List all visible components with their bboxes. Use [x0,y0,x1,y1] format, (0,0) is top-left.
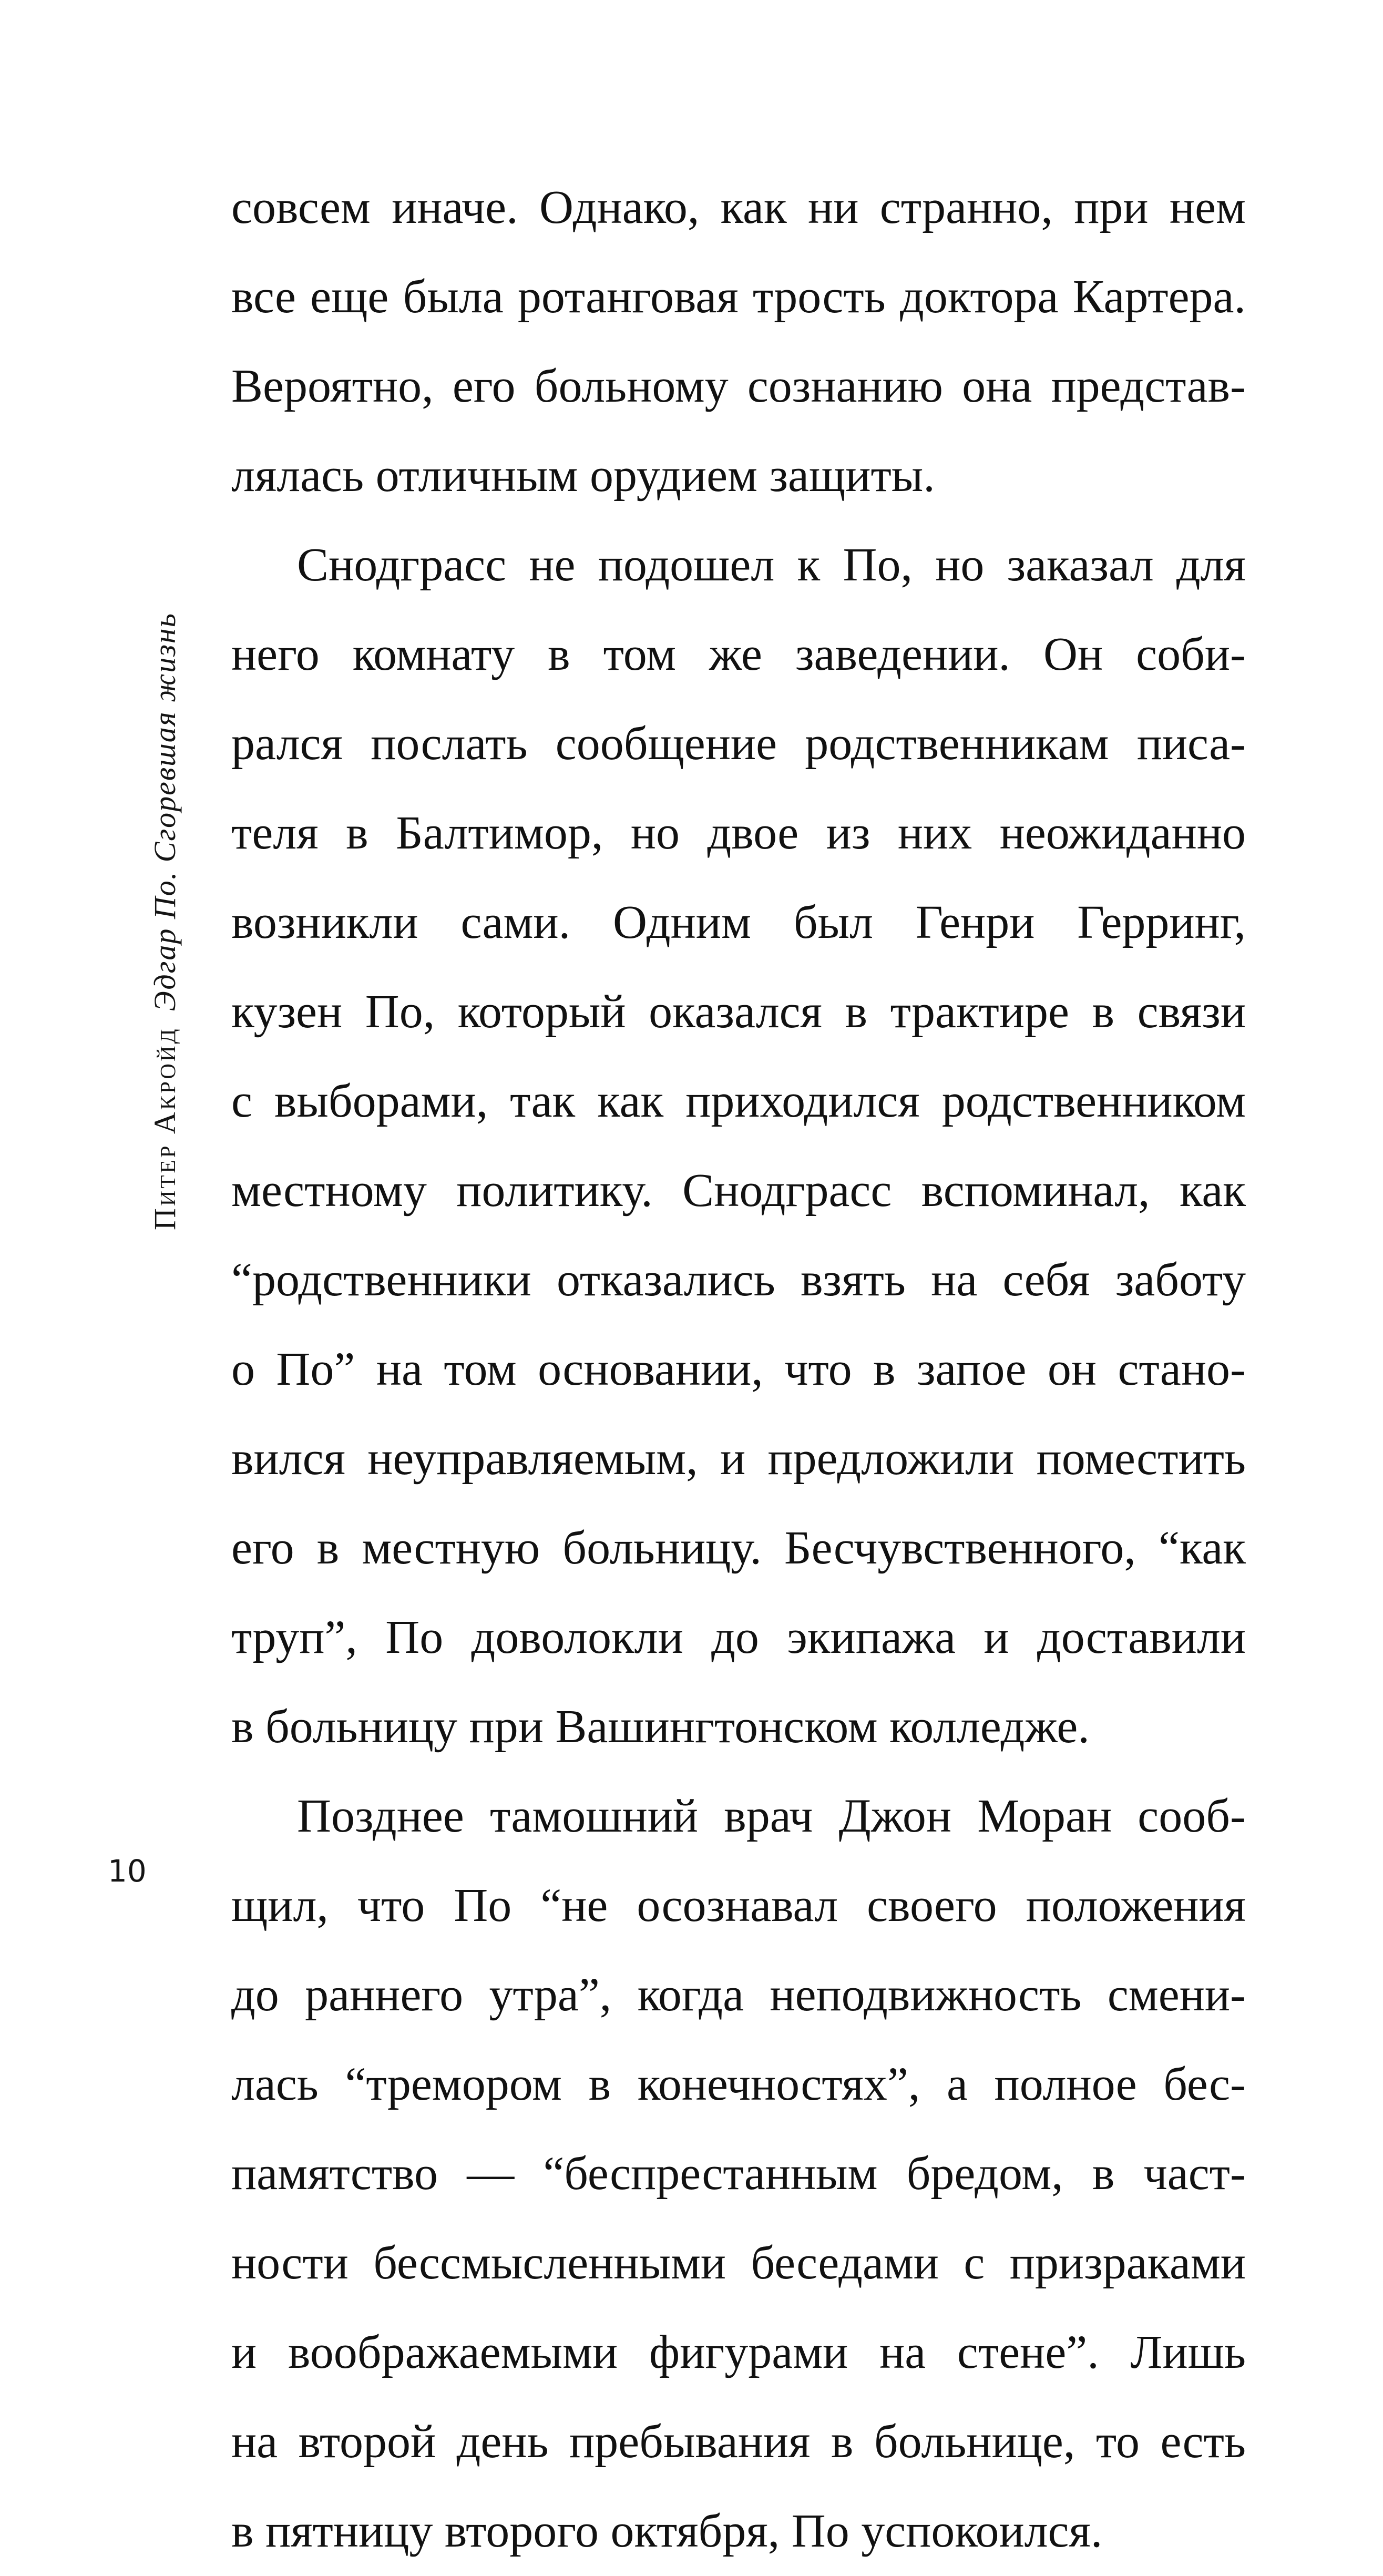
page-number: 10 [108,1853,147,1889]
body-text [231,163,1246,2576]
text-line: в больницу при Вашингтонском колледже. [231,1701,1090,1753]
running-head [150,612,180,1230]
text-line: кузен По, который оказался в трактире в связи [231,986,1246,1038]
text-line: вился неуправляемым, и предложили поместить [231,1433,1246,1485]
text-line: до раннего утра”, когда неподвижность смени- [231,1969,1246,2021]
text-line: и воображаемыми фигурами на стене”. Лишь [231,2326,1246,2378]
text-line: лась “тремором в конечностях”, а полное бес- [231,2058,1246,2110]
text-line: на второй день пребывания в больнице, то есть [231,2416,1246,2468]
text-line: памятство — “беспрестанным бредом, в част- [231,2148,1246,2200]
text-line: совсем иначе. Однако, как ни странно, при нем [231,181,1246,233]
paragraph [231,520,1246,1772]
text-line: рался послать сообщение родственникам писа- [231,718,1246,770]
text-line: него комнату в том же заведении. Он соби- [231,628,1246,680]
text-line: с выборами, так как приходился родственником [231,1075,1246,1127]
text-line: лялась отличным орудием защиты. [231,449,935,502]
text-line: Вероятно, его больному сознанию она представ- [231,360,1246,412]
text-line: о По” на том основании, что в запое он стано- [231,1343,1246,1395]
text-line: щил, что По “не осознавал своего положения [231,1879,1246,1931]
text-line: ности бессмысленными беседами с призраками [231,2237,1246,2289]
running-head-author: Питер Акройд [148,1027,182,1230]
text-line: “родственники отказались взять на себя заботу [231,1254,1246,1306]
text-line: Снодграсс не подошел к По, но заказал для [297,539,1246,591]
paragraph [231,163,1246,520]
paragraph [231,1772,1246,2576]
text-line: теля в Балтимор, но двое из них неожиданно [231,807,1246,859]
text-line: труп”, По доволокли до экипажа и доставили [231,1611,1246,1663]
text-line: Позднее тамошний врач Джон Моран сооб- [297,1790,1246,1842]
text-line: местному политику. Снодграсс вспоминал, как [231,1164,1246,1217]
text-line: в пятницу второго октября, По успокоился. [231,2505,1103,2557]
running-head-title: Эдгар По. Сгоревшая жизнь [148,612,182,1011]
text-line: возникли сами. Одним был Генри Герринг, [231,896,1246,948]
text-line: его в местную больницу. Бесчувственного, “как [231,1522,1246,1574]
text-line: все еще была ротанговая трость доктора Картера. [231,271,1246,323]
